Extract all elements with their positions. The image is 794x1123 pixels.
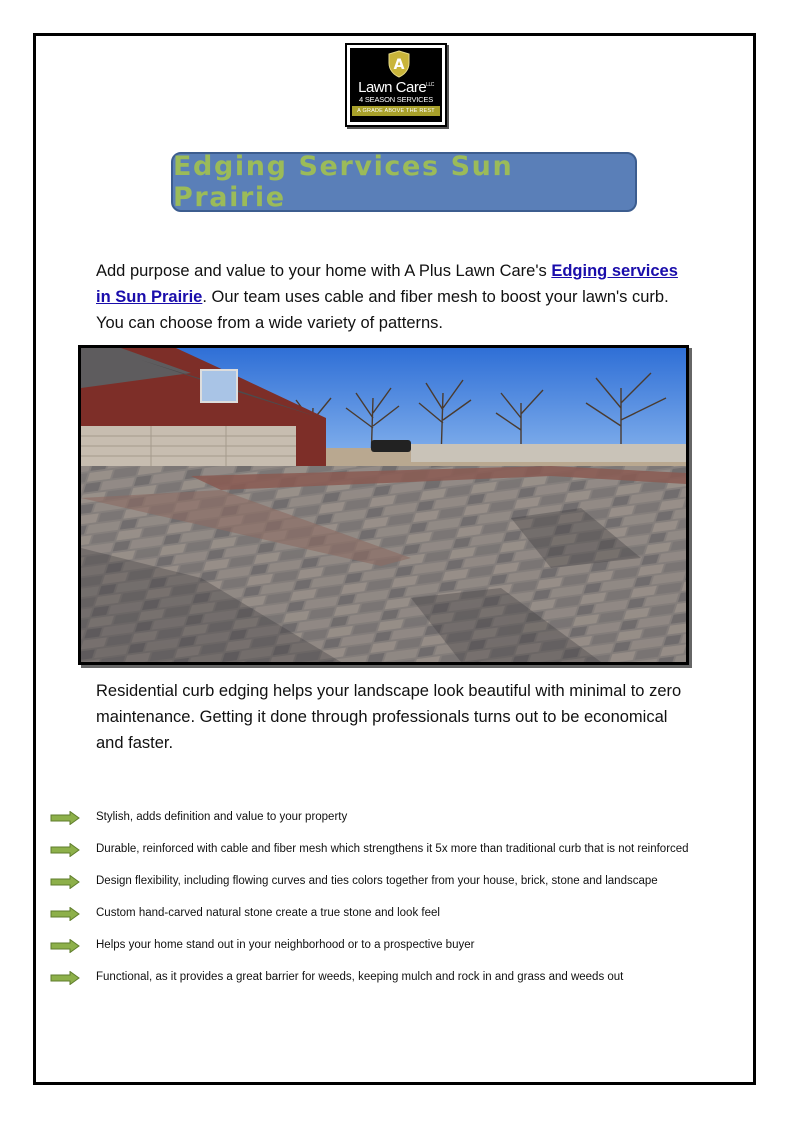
benefits-paragraph: Residential curb edging helps your landscape look beautiful with minimal to zero maintenance. Getting it done through professionals turns out to be economical and faster. [96,682,682,752]
logo-subtitle: 4 SEASON SERVICES [359,95,433,104]
green-arrow-icon [50,875,80,889]
edging-services-link[interactable]: Edging services in Sun Prairie [96,262,678,306]
green-arrow-icon [50,843,80,857]
logo-brand-suffix: LLC [426,82,434,88]
list-item-text: Stylish, adds definition and value to your property [96,811,348,823]
logo-tagline: A GRADE ABOVE THE REST [352,106,440,116]
intro-paragraph [96,258,696,336]
title-banner [171,152,637,212]
green-arrow-icon [50,939,80,953]
list-item-text: Design flexibility, including flowing curves and ties colors together from your house, brick, stone and landscape [96,875,658,887]
list-item [50,808,720,827]
list-item [50,968,720,987]
shield-icon [388,50,410,78]
green-arrow-icon [50,971,80,985]
logo-badge-letter: A [393,57,405,73]
paved-driveway-photo [81,348,686,662]
list-item-text: Functional, as it provides a great barrier for weeds, keeping mulch and rock in and grass and weeds out [96,971,624,983]
logo-brand: Lawn Care [358,79,427,96]
list-item [50,872,720,891]
driveway-photo [78,345,689,665]
intro-text-after: . Our team uses cable and fiber mesh to boost your lawn's curb. You can choose from a wide variety of patterns. [96,288,669,332]
company-logo [345,43,447,127]
intro-text-before: Add purpose and value to your home with A Plus Lawn Care's [96,262,552,280]
list-item [50,840,720,859]
logo-background [350,48,442,122]
list-item [50,904,720,923]
list-item [50,936,720,955]
logo-brand-text [350,77,442,96]
green-arrow-icon [50,811,80,825]
list-item-text: Helps your home stand out in your neighborhood or to a prospective buyer [96,939,475,951]
page-title: Edging Services Sun Prairie [173,151,514,213]
list-item-text: Custom hand-carved natural stone create a true stone and look feel [96,907,440,919]
list-item-text: Durable, reinforced with cable and fiber mesh which strengthens it 5x more than traditional curb that is not reinforced [96,843,689,855]
feature-list [50,808,720,987]
green-arrow-icon [50,907,80,921]
